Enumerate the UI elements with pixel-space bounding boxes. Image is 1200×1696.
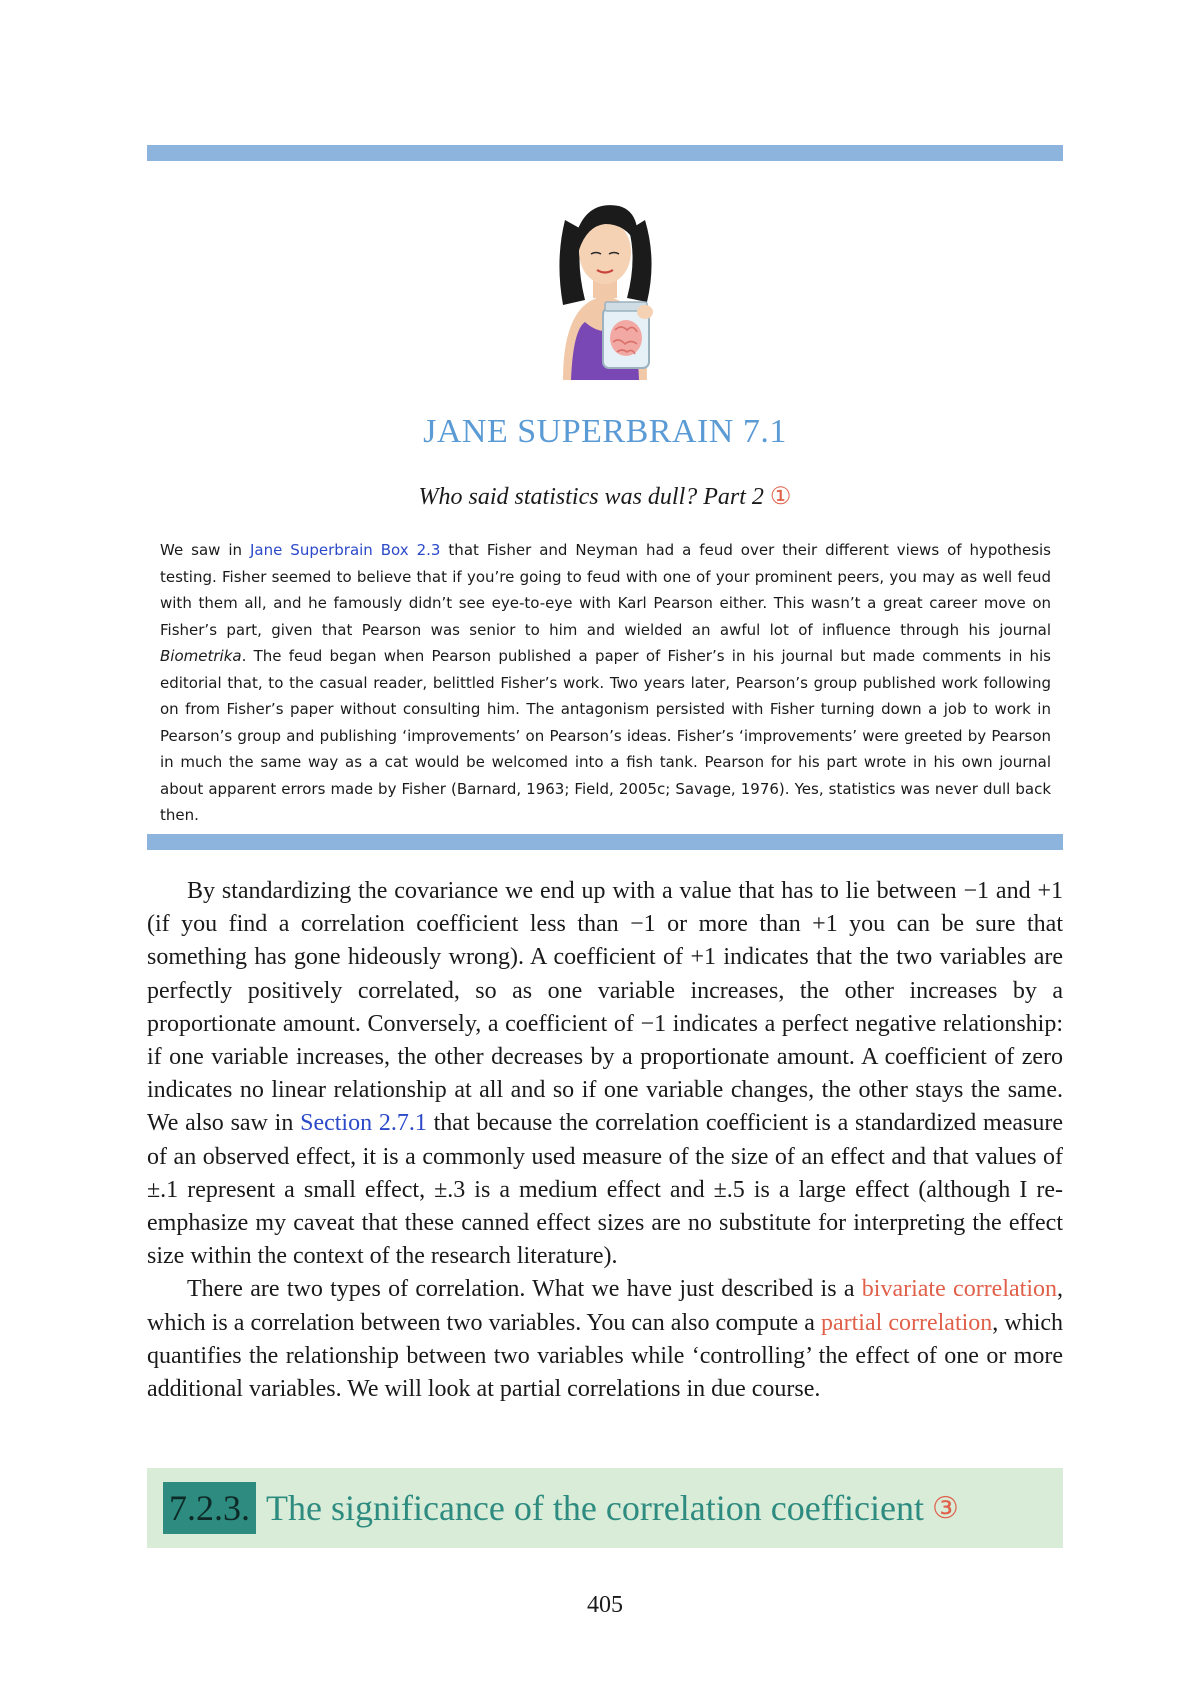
main-text xyxy=(147,875,1063,1406)
bivariate-correlation-term[interactable]: bivariate correlation xyxy=(861,1276,1057,1303)
level-1-badge: ① xyxy=(769,484,792,510)
superbrain-box-subtitle xyxy=(147,482,1063,511)
paragraph-text: that because the correlation coefficient is a standardized measure of an observed effect, it is a commonly used measure of the size of an effect and that values of ±.1 represent a small effect, ±.3 is a medium effect and ±.5 is a large effect (although I re-emphasize my caveat that these canned effect sizes are no substitute for interpreting the effect size within the context of the research literature). xyxy=(147,1110,1063,1270)
partial-correlation-term[interactable]: partial correlation xyxy=(820,1309,993,1336)
section-number: 7.2.3. xyxy=(163,1482,256,1534)
journal-name: Biometrika xyxy=(160,647,242,665)
paragraph-text: , which quantifies the relationship between two variables while ‘controlling’ the effect of one or more additional variables. We will look at partial correlations in due course. xyxy=(147,1309,1064,1403)
box-top-rule xyxy=(147,145,1063,161)
jane-superbrain-2-3-link[interactable]: Jane Superbrain Box 2.3 xyxy=(250,541,441,559)
subtitle-text: Who said statistics was dull? Part 2 xyxy=(418,484,764,510)
section-2-7-1-link[interactable]: Section 2.7.1 xyxy=(300,1110,427,1137)
box-bottom-rule xyxy=(147,834,1063,850)
page-number: 405 xyxy=(587,1592,623,1618)
paragraph xyxy=(147,1273,1063,1406)
superbrain-box-title: JANE SUPERBRAIN 7.1 xyxy=(423,413,787,450)
jane-superbrain-illustration xyxy=(545,190,665,380)
paragraph-text: By standardizing the covariance we end up with a value that has to lie between −1 and +1 (if you find a correlation coefficient less than −1 or more than +1 you can be sure that something has gone hideously wrong). A coefficient of +1 indicates that the two variables are perfectly positively correlated, so as one variable increases, the other increases by a proportionate amount. Conversely, a coefficient of −1 indicates a perfect negative relationship: if one variable increases, the other decreases by a proportionate amount. A coefficient of zero indicates no linear relationship at all and so if one variable changes, the other stays the same. We also saw in xyxy=(147,878,1063,1137)
superbrain-box-body xyxy=(160,537,1051,829)
box-body-text: We saw in xyxy=(160,541,250,559)
section-title: The significance of the correlation coefficient xyxy=(266,1488,925,1528)
paragraph-text: , which is a correlation between two variables. You can also compute a xyxy=(147,1276,1063,1336)
section-heading xyxy=(147,1468,1063,1548)
paragraph xyxy=(147,875,1063,1273)
box-body-text: . The feud began when Pearson published a paper of Fisher’s in his journal but made comments in his editorial that, to the casual reader, belittled Fisher’s work. Two years later, Pearson’s group published work following on from Fisher’s paper without consulting him. The antagonism persisted with Fisher turning down a job to work in Pearson’s group and publishing ‘improvements’ on Pearson’s ideas. Fisher’s ‘improvements’ were greeted by Pearson in much the same way as a cat would be welcomed into a fish tank. Pearson for his part wrote in his own journal about apparent errors made by Fisher (Barnard, 1963; Field, 2005c; Savage, 1976). Yes, statistics was never dull back then. xyxy=(160,647,1051,824)
paragraph-text: There are two types of correlation. What we have just described is a xyxy=(187,1276,862,1303)
level-3-badge: ③ xyxy=(932,1490,959,1526)
box-body-text: that Fisher and Neyman had a feud over their different views of hypothesis testing. Fisher seemed to believe that if you’re going to feud with one of your prominent peers, you may as well feud with them all, and he famously didn’t see eye-to-eye with Karl Pearson either. This wasn’t a great career move on Fisher’s part, given that Pearson was senior to him and wielded an awful lot of influence through his journal xyxy=(160,541,1051,639)
